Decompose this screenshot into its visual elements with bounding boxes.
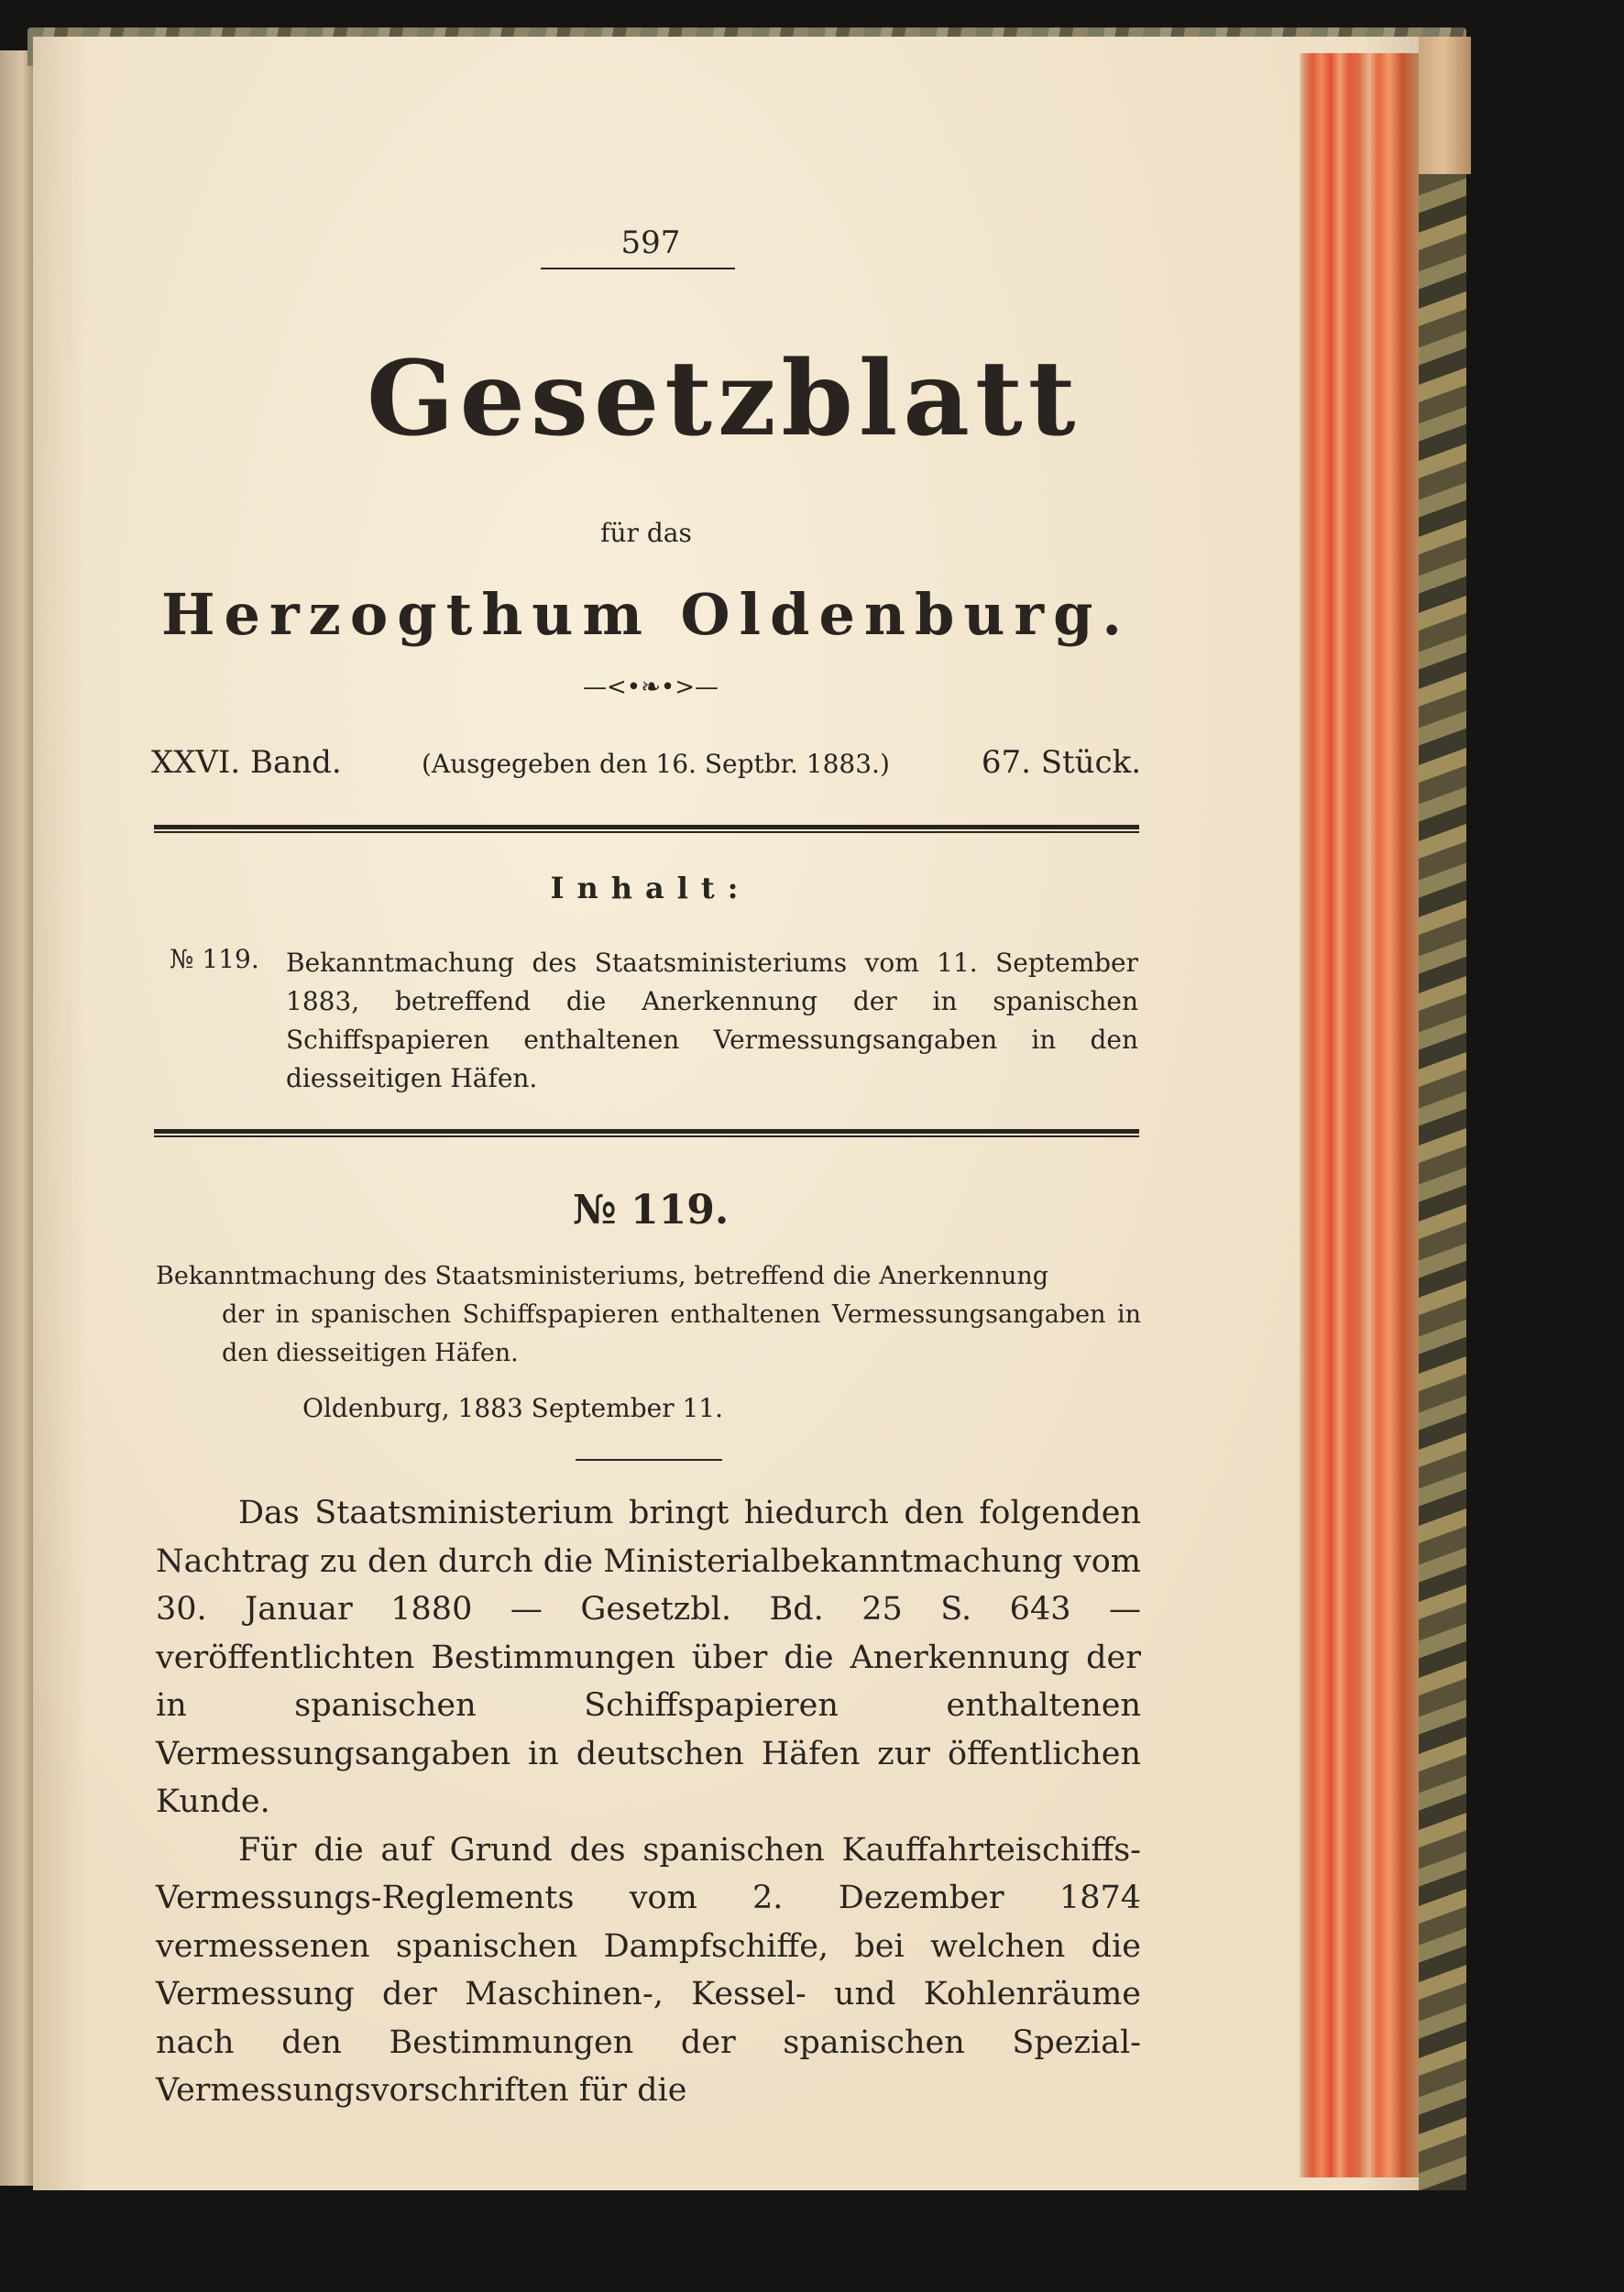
body-text bbox=[156, 1489, 1141, 2115]
masthead-title: Gesetzblatt bbox=[367, 339, 1081, 459]
volume-label: XXVI. Band. bbox=[151, 744, 342, 781]
section-subject-first-line: Bekanntmachung des Staatsministeriums, betreffend die Anerkennung bbox=[156, 1262, 1049, 1290]
contents-item-number: № 119. bbox=[170, 944, 259, 974]
section-subject-continuation: der in spanischen Schiffspapieren enthaltenen Vermessungsangaben in den diesseitigen Häfen. bbox=[222, 1300, 1141, 1367]
ornament-divider: —<•❧•>— bbox=[582, 674, 719, 701]
contents-double-rule bbox=[154, 1129, 1139, 1137]
section-number: № 119. bbox=[572, 1187, 730, 1234]
contents-heading: Inhalt: bbox=[550, 871, 752, 905]
header-double-rule bbox=[154, 825, 1139, 833]
piece-label: 67. Stück. bbox=[981, 744, 1141, 781]
body-paragraph: Das Staatsministerium bringt hiedurch den folgenden Nachtrag zu den durch die Ministerialbekanntmachung vom 30. Januar 1880 — Gesetzbl. Bd. 25 S. 643 — veröffentlichten Bestimmungen über die Anerkennung der in spanischen Schiffspapieren enthaltenen Vermessungsangaben in deutschen Häfen zur öffentlichen Kunde. bbox=[156, 1495, 1141, 1820]
section-separator-rule bbox=[576, 1459, 722, 1461]
issue-line bbox=[151, 744, 1141, 790]
contents-item-text: Bekanntmachung des Staatsministeriums vom 11. September 1883, betreffend die Anerkennung der in spanischen Schiffspapieren enthaltenen Vermessungsangaben in den diesseitigen Häfen. bbox=[286, 948, 1138, 1093]
body-paragraph: Für die auf Grund des spanischen Kauffahrteischiffs-Vermessungs-Reglements vom 2. Dezember 1874 vermessenen spanischen Dampfschiffe, bei welchen die Vermessung der Maschinen-, Kessel- und Kohlenräume nach den Bestimmungen der spanischen Spezial-Vermessungsvorschriften für die bbox=[156, 1831, 1141, 2109]
page-number: 597 bbox=[620, 225, 681, 261]
masthead-territory: Herzogthum Oldenburg. bbox=[160, 581, 1132, 648]
page-number-rule bbox=[541, 268, 735, 269]
masthead-subtitle: für das bbox=[600, 518, 692, 548]
place-date: Oldenburg, 1883 September 11. bbox=[302, 1393, 724, 1423]
issue-date: (Ausgegeben den 16. Septbr. 1883.) bbox=[422, 749, 890, 779]
section-subject bbox=[156, 1257, 1141, 1373]
